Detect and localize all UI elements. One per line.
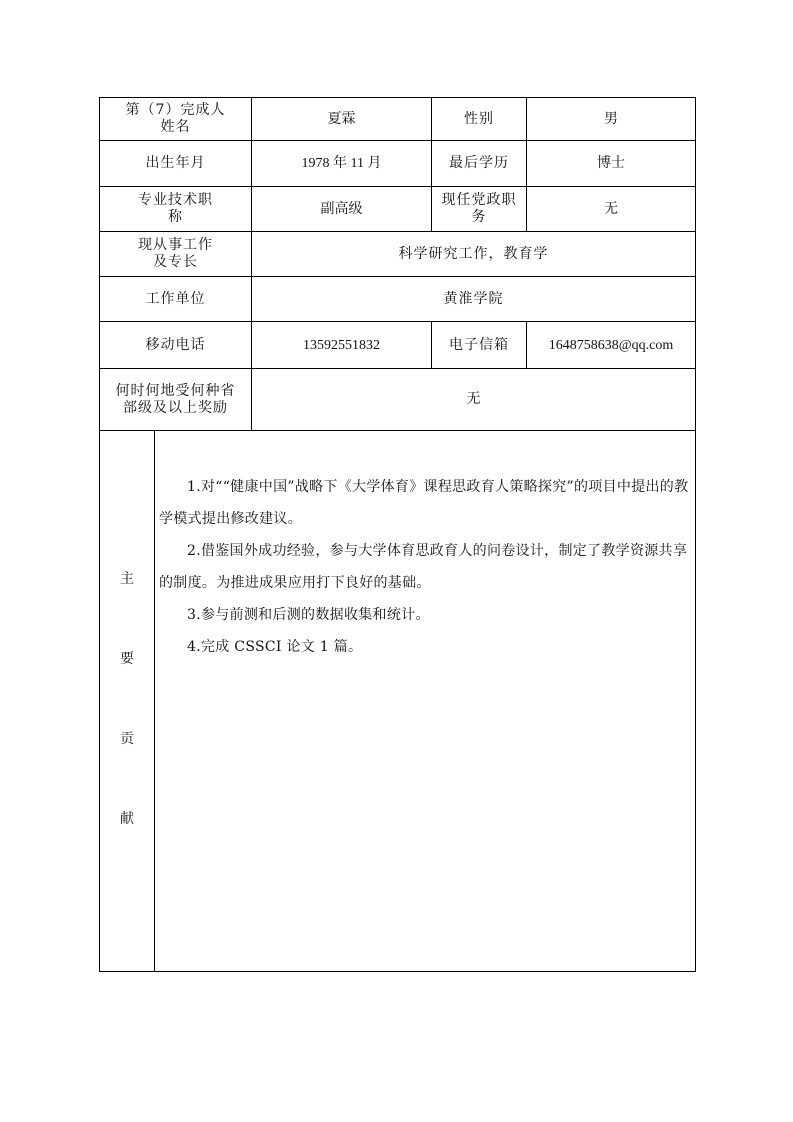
gender-value: 男 — [527, 98, 696, 141]
contribution-content — [155, 431, 696, 972]
completer-info-form — [99, 97, 696, 972]
contribution-item: 4.完成 CSSCI 论文 1 篇。 — [187, 639, 363, 655]
unit-value: 黄淮学院 — [252, 277, 696, 322]
contact-row — [100, 322, 696, 369]
award-row — [100, 369, 696, 431]
contribution-label-char: 献 — [120, 811, 134, 827]
unit-row — [100, 277, 696, 322]
contribution-label-char: 要 — [120, 651, 134, 667]
contribution-row — [100, 431, 696, 972]
work-value: 科学研究工作，教育学 — [252, 232, 696, 277]
post-value: 无 — [527, 187, 696, 232]
title-label: 专业技术职 称 — [100, 187, 252, 232]
post-label: 现任党政职务 — [432, 187, 527, 232]
contribution-label-char: 贡 — [120, 731, 134, 747]
work-label: 现从事工作及专长 — [100, 232, 252, 277]
phone-value: 13592551832 — [252, 322, 432, 369]
email-value: 1648758638@qq.com — [527, 322, 696, 369]
education-value: 博士 — [527, 141, 696, 187]
name-label: 第（7）完成人姓名 — [100, 98, 252, 141]
award-value: 无 — [252, 369, 696, 431]
email-label: 电子信箱 — [432, 322, 527, 369]
title-value: 副高级 — [252, 187, 432, 232]
name-row — [100, 98, 696, 141]
title-row — [100, 187, 696, 232]
contribution-item: 3.参与前测和后测的数据收集和统计。 — [187, 607, 430, 623]
education-label: 最后学历 — [432, 141, 527, 187]
gender-label: 性别 — [432, 98, 527, 141]
phone-label: 移动电话 — [100, 322, 252, 369]
contribution-label-char: 主 — [120, 571, 134, 587]
birth-row — [100, 141, 696, 187]
birth-value: 1978 年 11 月 — [252, 141, 432, 187]
contribution-item: 1.对““健康中国”战略下《大学体育》课程思政育人策略探究”的项目中提出的教学模式提出修改建议。 — [159, 479, 689, 527]
contribution-item: 2.借鉴国外成功经验，参与大学体育思政育人的问卷设计，制定了教学资源共享的制度。为推进成果应用打下良好的基础。 — [159, 543, 688, 591]
contribution-label — [100, 431, 155, 972]
name-value: 夏霖 — [252, 98, 432, 141]
award-label: 何时何地受何种省部级及以上奖励 — [100, 369, 252, 431]
birth-label: 出生年月 — [100, 141, 252, 187]
work-row — [100, 232, 696, 277]
unit-label: 工作单位 — [100, 277, 252, 322]
